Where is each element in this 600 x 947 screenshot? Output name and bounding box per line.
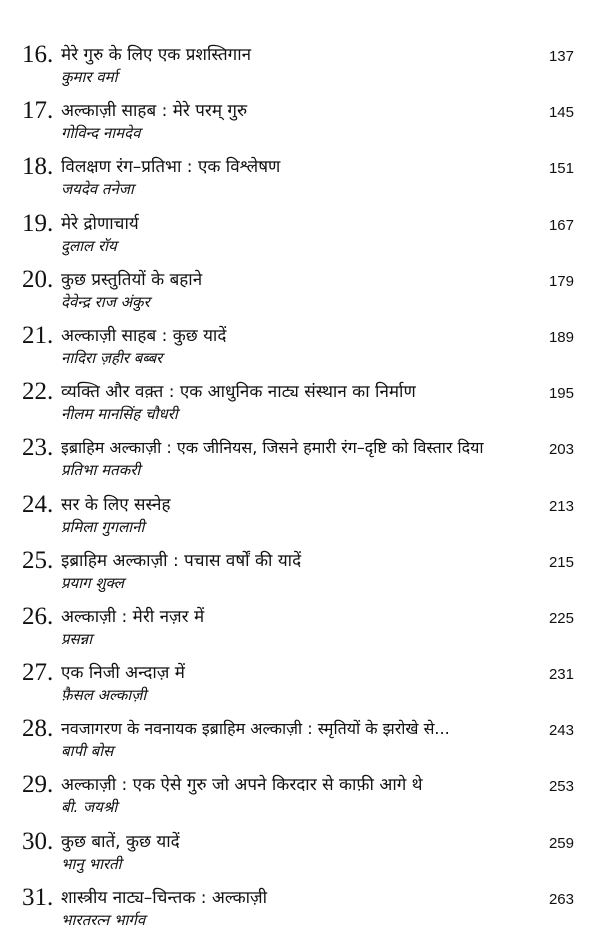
entry-author: नादिरा ज़हीर बब्बर [61, 348, 163, 367]
entry-title: अल्काज़ी साहब : कुछ यादें [61, 325, 227, 346]
entry-page-number: 195 [548, 385, 574, 403]
entry-number: 22. [22, 378, 54, 406]
entry-number: 25. [22, 546, 54, 574]
toc-entry[interactable] [0, 714, 600, 770]
entry-page-number: 259 [548, 834, 574, 852]
toc-entry[interactable] [0, 265, 600, 321]
entry-page-number: 253 [548, 778, 574, 796]
entry-author: प्रयाग शुक्ल [61, 573, 124, 592]
entry-page-number: 145 [548, 104, 574, 122]
entry-author: देवेन्द्र राज अंकुर [61, 292, 150, 311]
entry-author: प्रमिला गुगलानी [61, 517, 145, 536]
entry-title: कुछ प्रस्तुतियों के बहाने [61, 269, 203, 290]
entry-title: मेरे गुरु के लिए एक प्रशस्तिगान [61, 45, 252, 65]
toc-entry[interactable] [0, 377, 600, 433]
entry-author: भानु भारती [61, 854, 122, 873]
entry-author: बापी बोस [61, 742, 114, 761]
entry-title: नवजागरण के नवनायक इब्राहिम अल्काज़ी : स्मृतियों के झरोखे से... [61, 719, 450, 739]
entry-page-number: 213 [548, 497, 574, 515]
toc-entry[interactable] [0, 827, 600, 883]
entry-author: दुलाल रॉय [61, 236, 117, 255]
entry-number: 30. [22, 827, 54, 855]
entry-page-number: 167 [548, 216, 574, 234]
entry-number: 23. [22, 434, 54, 462]
entry-author: प्रतिभा मतकरी [61, 461, 141, 480]
toc-entry[interactable] [0, 96, 600, 152]
entry-author: बी. जयश्री [61, 798, 118, 817]
entry-author: नीलम मानसिंह चौधरी [61, 405, 178, 424]
toc-entry[interactable] [0, 546, 600, 602]
entry-title: व्यक्ति और वक़्त : एक आधुनिक नाट्य संस्थान का निर्माण [61, 382, 416, 403]
table-of-contents [0, 40, 600, 939]
entry-author: कुमार वर्मा [61, 68, 118, 86]
entry-title: इब्राहिम अल्काज़ी : एक जीनियस, जिसने हमारी रंग–दृष्टि को विस्तार दिया [61, 438, 484, 458]
toc-entry[interactable] [0, 321, 600, 377]
entry-title: मेरे द्रोणाचार्य [61, 213, 139, 234]
toc-entry[interactable] [0, 209, 600, 265]
entry-page-number: 215 [548, 553, 574, 571]
entry-page-number: 179 [548, 272, 574, 290]
toc-entry[interactable] [0, 152, 600, 208]
entry-author: प्रसन्ना [61, 629, 93, 648]
entry-page-number: 231 [548, 666, 574, 684]
entry-title: अल्काज़ी साहब : मेरे परम् गुरु [61, 101, 248, 122]
toc-entry[interactable] [0, 883, 600, 939]
toc-entry[interactable] [0, 770, 600, 826]
entry-title: कुछ बातें, कुछ यादें [61, 831, 180, 852]
toc-entry[interactable] [0, 433, 600, 489]
entry-title: अल्काज़ी : मेरी नज़र में [61, 606, 205, 627]
entry-page-number: 225 [548, 609, 574, 627]
entry-number: 19. [22, 209, 54, 237]
entry-author: जयदेव तनेजा [61, 180, 134, 199]
entry-number: 18. [22, 153, 54, 181]
entry-page-number: 263 [548, 890, 574, 908]
entry-title: शास्त्रीय नाट्य–चिन्तक : अल्काज़ी [61, 887, 268, 908]
entry-number: 16. [22, 41, 54, 68]
entry-number: 20. [22, 265, 54, 293]
entry-author: गोविन्द नामदेव [61, 124, 141, 143]
entry-author: भारतरत्न भार्गव [61, 910, 146, 929]
entry-number: 26. [22, 602, 54, 630]
entry-page-number: 203 [548, 441, 574, 459]
entry-title: इब्राहिम अल्काज़ी : पचास वर्षों की यादें [61, 550, 302, 571]
entry-page-number: 151 [548, 160, 574, 178]
entry-number: 27. [22, 659, 54, 687]
entry-page-number: 137 [548, 48, 574, 65]
entry-number: 31. [22, 883, 54, 911]
entry-title: एक निजी अन्दाज़ में [61, 663, 185, 684]
toc-entry[interactable] [0, 658, 600, 714]
entry-title: सर के लिए सस्नेह [61, 494, 171, 515]
entry-title: अल्काज़ी : एक ऐसे गुरु जो अपने किरदार से काफ़ी आगे थे [61, 775, 423, 796]
entry-number: 17. [22, 97, 54, 125]
toc-entry[interactable] [0, 490, 600, 546]
entry-author: फ़ैसल अल्काज़ी [61, 686, 147, 705]
entry-number: 28. [22, 715, 54, 743]
toc-entry[interactable] [0, 40, 600, 96]
entry-page-number: 189 [548, 328, 574, 346]
entry-number: 24. [22, 490, 54, 518]
entry-title: विलक्षण रंग–प्रतिभा : एक विश्लेषण [61, 157, 281, 178]
toc-entry[interactable] [0, 602, 600, 658]
entry-page-number: 243 [548, 722, 574, 740]
entry-number: 21. [22, 321, 54, 349]
entry-number: 29. [22, 771, 54, 799]
